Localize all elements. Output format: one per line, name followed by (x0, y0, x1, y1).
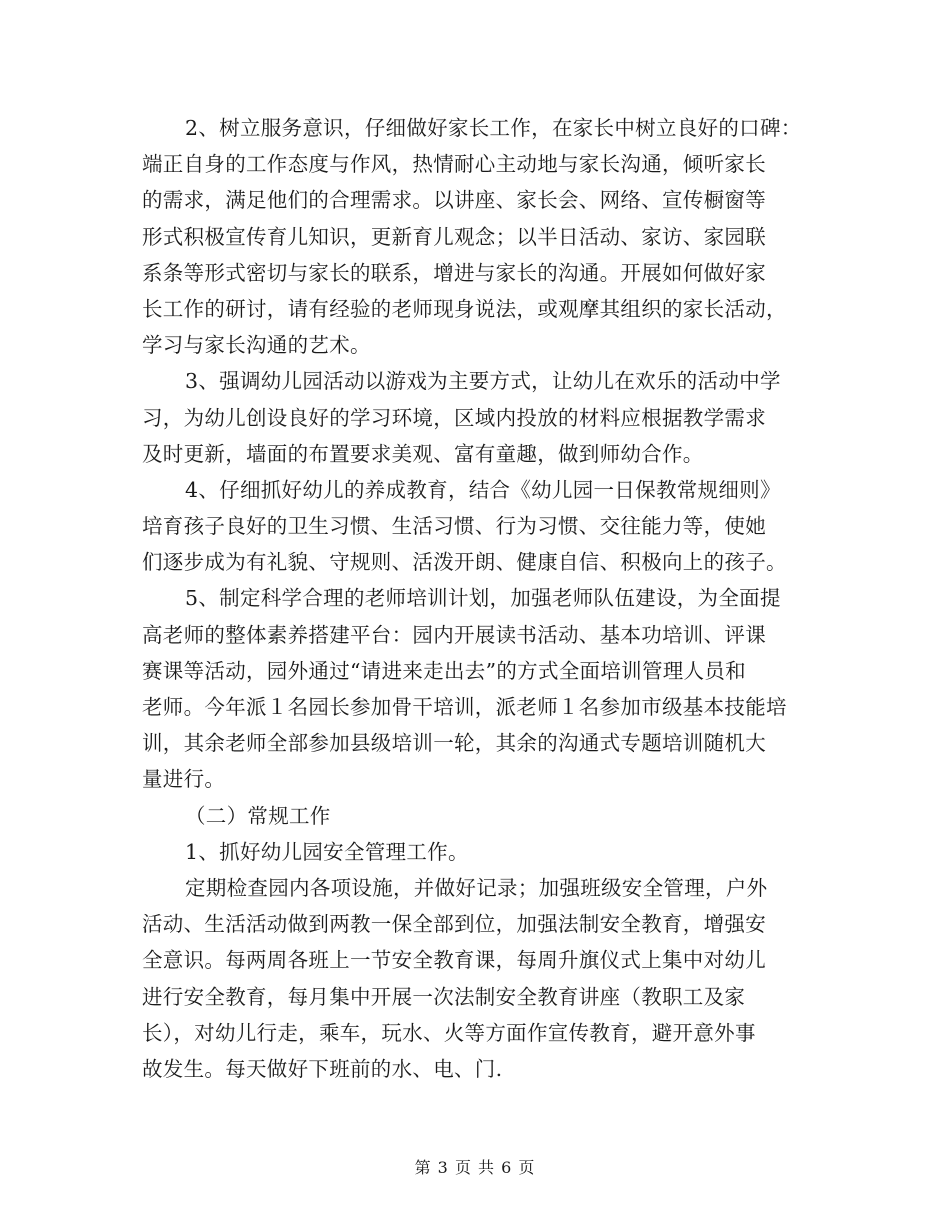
text-line: 2、树立服务意识，仔细做好家长工作，在家长中树立良好的口碑： (185, 116, 802, 140)
text-line: 培育孩子良好的卫生习惯、生活习惯、行为习惯、交往能力等，使她 (142, 514, 766, 539)
text-line: 量进行。 (142, 767, 226, 792)
text-line: 训，其余老师全部参加县级培训一轮，其余的沟通式专题培训随机大 (142, 731, 766, 756)
text-line: 长工作的研讨，请有经验的老师现身说法，或观摩其组织的家长活动， (142, 296, 787, 321)
text-line: 长），对幼儿行走，乘车，玩水、火等方面作宣传教育，避开意外事 (142, 1020, 756, 1045)
text-line: 赛课等活动，园外通过“请进来走出去”的方式全面培训管理人员和 (142, 658, 746, 683)
text-line: 定期检查园内各项设施，并做好记录；加强班级安全管理，户外 (185, 875, 768, 900)
text-line: 形式积极宣传育儿知识，更新育儿观念；以半日活动、家访、家园联 (142, 224, 766, 249)
text-line: 5、制定科学合理的老师培训计划，加强老师队伍建设，为全面提 (185, 586, 781, 611)
text-line: 及时更新，墙面的布置要求美观、富有童趣，做到师幼合作。 (142, 441, 704, 466)
text-line: 进行安全教育，每月集中开展一次法制安全教育讲座（教职工及家 (142, 984, 746, 1009)
text-line: 全意识。每两周各班上一节安全教育课，每周升旗仪式上集中对幼儿 (142, 948, 766, 973)
text-line: 高老师的整体素养搭建平台：园内开展读书活动、基本功培训、评课 (142, 622, 766, 647)
text-line: 学习与家长沟通的艺术。 (142, 333, 371, 358)
text-line: 老师。今年派１名园长参加骨干培训，派老师１名参加市级基本技能培 (142, 695, 787, 719)
text-line: 们逐步成为有礼貌、守规则、活泼开朗、健康自信、积极向上的孩子。 (142, 550, 787, 575)
text-line: 的需求，满足他们的合理需求。以讲座、家长会、网络、宣传橱窗等 (142, 188, 766, 213)
text-line: 3、强调幼儿园活动以游戏为主要方式，让幼儿在欢乐的活动中学 (185, 369, 781, 394)
text-line: 端正自身的工作态度与作风，热情耐心主动地与家长沟通，倾听家长 (142, 152, 766, 177)
text-line: 习，为幼儿创设良好的学习环境，区域内投放的材料应根据教学需求 (142, 405, 766, 430)
section-heading: （二）常规工作 (185, 803, 331, 828)
text-line: 系条等形式密切与家长的联系，增进与家长的沟通。开展如何做好家 (142, 260, 766, 285)
page-number: 第 3 页 共 6 页 (414, 1158, 536, 1177)
body-text (142, 110, 822, 1087)
text-line: 4、仔细抓好幼儿的养成教育，结合《幼儿园一日保教常规细则》 (185, 477, 781, 502)
text-line: 故发生。每天做好下班前的水、电、门. (142, 1056, 503, 1081)
text-line: 1、抓好幼儿园安全管理工作。 (185, 839, 469, 864)
text-line: 活动、生活活动做到两教一保全部到位，加强法制安全教育，增强安 (142, 912, 766, 937)
